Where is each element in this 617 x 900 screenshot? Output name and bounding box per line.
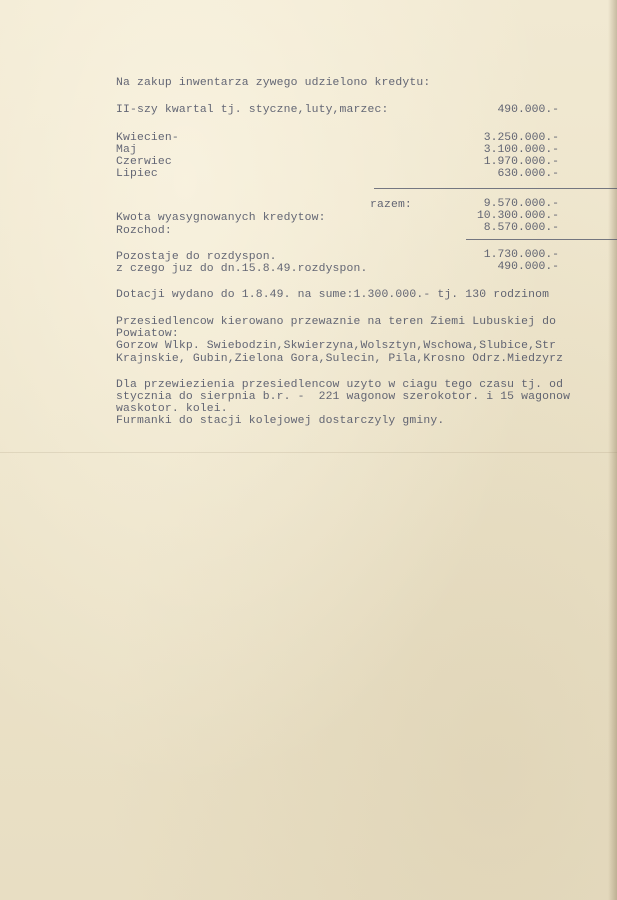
quarter-amount: 490.000.- — [497, 104, 559, 116]
totals-rule-bottom — [466, 239, 617, 240]
month-amount-april: 3.250.000.- — [483, 132, 559, 144]
allocated-label: z czego juz do dn.15.8.49.rozdyspon. — [116, 263, 368, 275]
transport-line-3: waskotor. kolei. — [116, 403, 228, 415]
month-label-june: Czerwiec — [116, 156, 172, 168]
month-amount-july: 630.000.- — [497, 168, 559, 180]
resettlement-line-3: Gorzow Wlkp. Swiebodzin,Skwierzyna,Wolsztyn,Wschowa,Slubice,Str — [116, 340, 557, 352]
kwota-label: Kwota wyasygnowanych kredytow: — [116, 212, 326, 224]
month-amount-june: 1.970.000.- — [483, 156, 559, 168]
month-label-july: Lipiec — [116, 168, 158, 180]
quarter-label: II-szy kwartal tj. styczne,luty,marzec: — [116, 104, 389, 116]
month-label-may: Maj — [116, 144, 137, 156]
resettlement-line-1: Przesiedlencow kierowano przewaznie na teren Ziemi Lubuskiej do — [116, 316, 557, 328]
page-fold-line — [0, 452, 617, 453]
remaining-label: Pozostaje do rozdyspon. — [116, 251, 277, 263]
dotacji-text: Dotacji wydano do 1.8.49. na sume:1.300.000.- tj. 130 rodzinom — [116, 289, 550, 301]
resettlement-line-4: Krajnskie, Gubin,Zielona Gora,Sulecin, Pila,Krosno Odrz.Miedzyrz — [116, 353, 564, 365]
razem-label: razem: — [370, 199, 412, 211]
transport-line-1: Dla przewiezienia przesiedlencow uzyto w ciagu tego czasu tj. od — [116, 379, 564, 391]
transport-line-4: Furmanki do stacji kolejowej dostarczyly gminy. — [116, 415, 445, 427]
transport-line-2: stycznia do sierpnia b.r. - 221 wagonow szerokotor. i 15 wagonow — [116, 391, 571, 403]
page-edge-shadow — [608, 0, 617, 900]
rozchod-amount: 8.570.000.- — [483, 222, 559, 234]
rozchod-label: Rozchod: — [116, 225, 172, 237]
heading-text: Na zakup inwentarza zywego udzielono kredytu: — [116, 77, 431, 89]
totals-rule-top — [374, 188, 617, 189]
month-label-april: Kwiecien- — [116, 132, 179, 144]
resettlement-line-2: Powiatow: — [116, 328, 179, 340]
month-amount-may: 3.100.000.- — [483, 144, 559, 156]
razem-amount: 9.570.000.- — [483, 198, 559, 210]
kwota-amount: 10.300.000.- — [476, 210, 559, 222]
remaining-amount: 1.730.000.- — [483, 249, 559, 261]
allocated-amount: 490.000.- — [497, 261, 559, 273]
